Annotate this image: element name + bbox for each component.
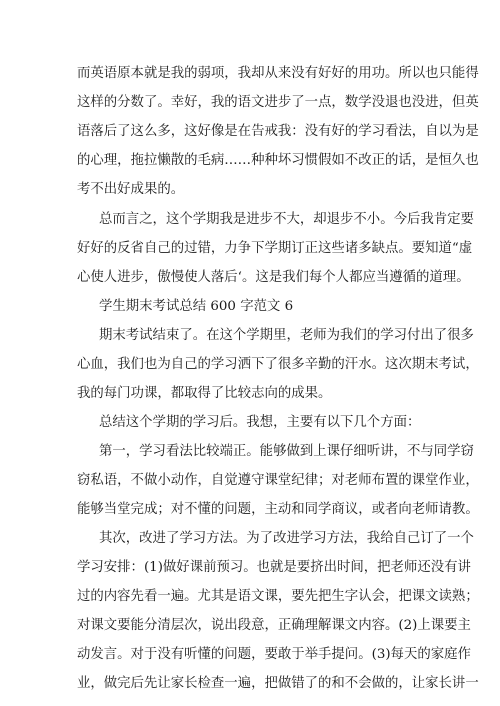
text-line: 能够当堂完成；对不懂的问题，主动和同学商议，或者向老师请教。: [77, 502, 479, 517]
text-line: 其次，改进了学习方法。为了改进学习方法，我给自己订了一个: [99, 531, 474, 546]
text-line: 我的每门功课，都取得了比较志向的成果。: [77, 386, 332, 401]
text-line: 动发言。对于没有听懂的问题，要敢于举手提问。(3)每天的家庭作: [77, 647, 471, 662]
text-line: 总结这个学期的学习后。我想，主要有以下几个方面：: [99, 415, 421, 430]
text-line: 期末考试结束了。在这个学期里，老师为我们的学习付出了很多: [99, 328, 474, 343]
text-line: 而英语原本就是我的弱项，我却从来没有好好的用功。所以也只能得: [77, 66, 479, 81]
text-line: 心使人进步，傲慢使人落后‘。这是我们每个人都应当遵循的道理。: [77, 270, 470, 285]
text-line: 考不出好成果的。: [77, 182, 185, 197]
text-line: 窃私语，不做小动作，自觉遵守课堂纪律；对老师布置的课堂作业，: [77, 473, 479, 488]
text-line: 这样的分数了。幸好，我的语文进步了一点，数学没退也没进，但英: [77, 95, 479, 110]
text-line: 对课文要能分清层次，说出段意，正确理解课文内容。(2)上课要主: [77, 618, 471, 633]
text-line: 好好的反省自己的过错，力争下学期订正这些诸多缺点。要知道“虚: [77, 241, 473, 256]
text-line: 的心理，拖拉懒散的毛病……种种坏习惯假如不改正的话，是恒久也: [77, 153, 479, 168]
text-line: 语落后了这么多，这好像是在告戒我：没有好的学习看法，自以为是: [77, 124, 479, 139]
section-heading: 学生期末考试总结 600 字范文 6: [99, 299, 294, 314]
text-line: 业，做完后先让家长检查一遍，把做错了的和不会做的，让家长讲一: [77, 676, 479, 691]
text-line: 第一，学习看法比较端正。能够做到上课仔细听讲，不与同学窃: [99, 444, 474, 459]
text-line: 学习安排：(1)做好课前预习。也就是要挤出时间，把老师还没有讲: [77, 560, 471, 575]
text-line: 过的内容先看一遍。尤其是语文课，要先把生字认会，把课文读熟；: [77, 589, 479, 604]
text-line: 心血，我们也为自己的学习洒下了很多辛勤的汗水。这次期末考试，: [77, 357, 479, 372]
text-line: 总而言之，这个学期我是进步不大，却退步不小。今后我肯定要: [99, 212, 474, 227]
